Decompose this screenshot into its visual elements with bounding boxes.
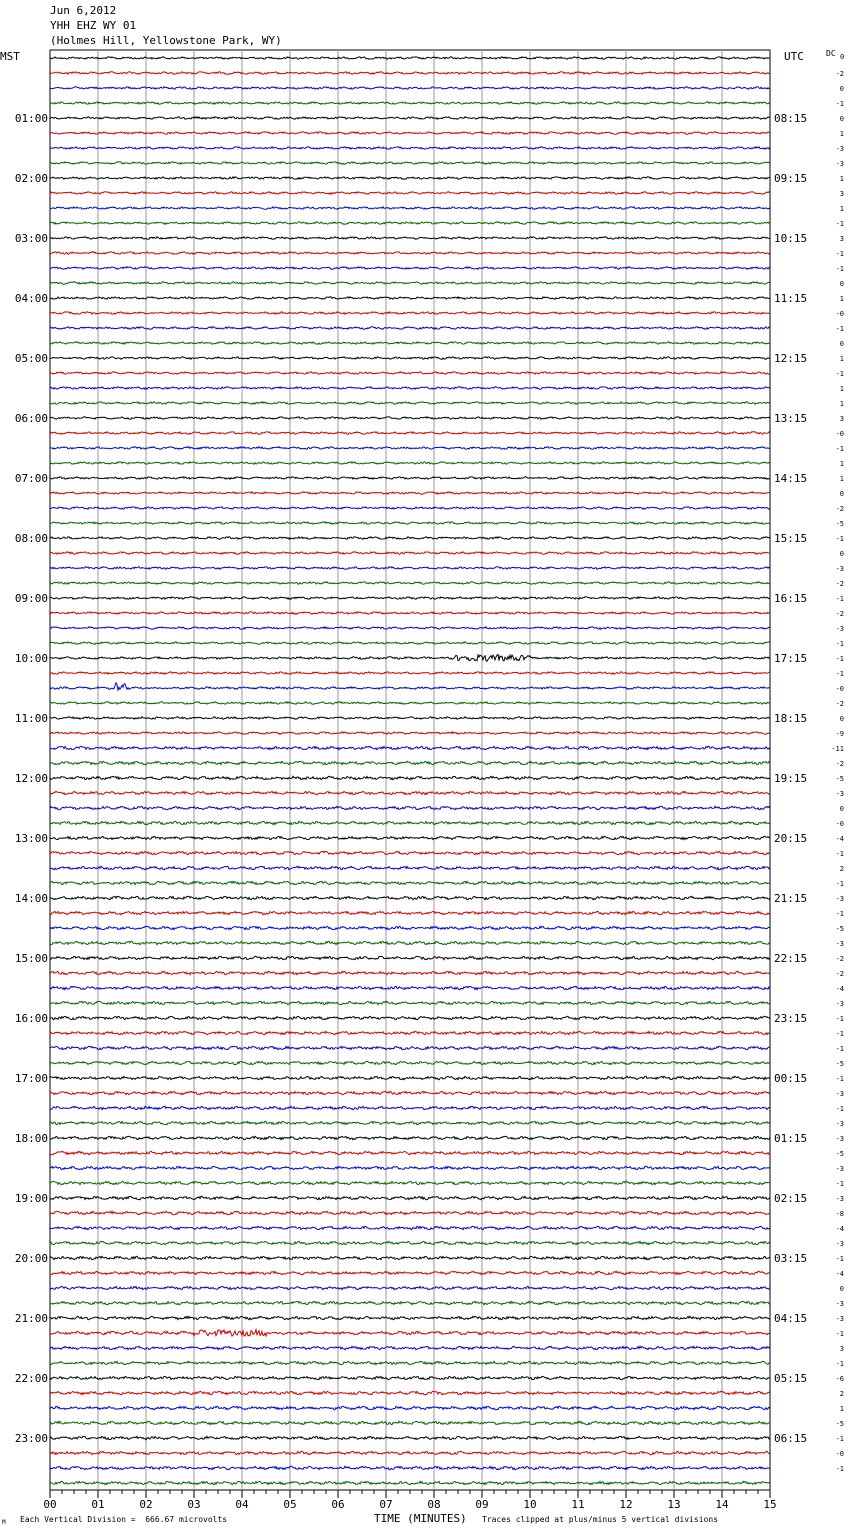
dc-offset-value: -1 — [835, 250, 844, 258]
seismic-trace — [50, 522, 770, 525]
seismic-trace — [50, 117, 770, 120]
dc-offset-value: -1 — [835, 1360, 844, 1368]
seismic-trace — [50, 1121, 770, 1124]
left-timezone-label: MST — [0, 50, 20, 63]
seismic-trace — [50, 372, 770, 375]
clip-note: Traces clipped at plus/minus 5 vertical divisions — [482, 1515, 719, 1524]
right-hour-label: 21:15 — [774, 892, 808, 905]
dc-offset-value: -3 — [835, 1195, 844, 1203]
seismic-trace — [50, 1016, 770, 1019]
x-tick-label: 07 — [379, 1498, 393, 1511]
seismic-trace — [50, 297, 770, 300]
dc-offset-value: -3 — [835, 565, 844, 573]
seismic-trace — [50, 507, 770, 510]
seismic-trace — [50, 791, 770, 794]
left-hour-label: 12:00 — [14, 772, 48, 785]
dc-offset-value: 0 — [839, 340, 844, 348]
seismic-trace — [50, 1361, 770, 1364]
dc-offset-value: -1 — [835, 100, 844, 108]
right-hour-label: 10:15 — [774, 232, 808, 245]
dc-offset-value: 0 — [839, 550, 844, 558]
seismic-trace — [50, 1031, 770, 1034]
dc-offset-value: 1 — [839, 460, 844, 468]
dc-offset-value: -1 — [835, 1255, 844, 1263]
x-tick-label: 11 — [571, 1498, 585, 1511]
seismic-trace — [50, 683, 770, 690]
dc-offset-value: -1 — [835, 445, 844, 453]
right-hour-label: 08:15 — [774, 112, 808, 125]
seismic-trace — [50, 252, 770, 255]
dc-top-value: 0 — [840, 53, 845, 61]
dc-offset-value: 0 — [839, 715, 844, 723]
seismic-trace — [50, 222, 770, 225]
seismic-trace — [50, 881, 770, 884]
dc-offset-value: -3 — [835, 1300, 844, 1308]
seismic-trace — [50, 282, 770, 285]
left-hour-label: 20:00 — [14, 1252, 48, 1265]
seismic-trace — [50, 342, 770, 345]
dc-offset-value: -3 — [835, 145, 844, 153]
seismic-trace — [50, 447, 770, 450]
dc-offset-value: -2 — [835, 580, 844, 588]
seismic-trace — [50, 1391, 770, 1394]
dc-offset-value: -1 — [835, 265, 844, 273]
seismic-trace — [50, 552, 770, 555]
left-hour-label: 13:00 — [14, 832, 48, 845]
dc-offset-value: 0 — [839, 1285, 844, 1293]
dc-offset-value: 1 — [839, 295, 844, 303]
seismic-trace — [50, 1466, 770, 1469]
seismic-trace — [50, 312, 770, 315]
seismic-trace — [50, 357, 770, 360]
x-tick-label: 09 — [475, 1498, 489, 1511]
dc-offset-value: -4 — [835, 1270, 844, 1278]
dc-offset-value: -1 — [835, 1330, 844, 1338]
dc-offset-value: -6 — [835, 1375, 844, 1383]
right-hour-label: 05:15 — [774, 1372, 808, 1385]
right-hour-label: 02:15 — [774, 1192, 808, 1205]
dc-offset-value: -5 — [835, 1150, 844, 1158]
dc-offset-value: -4 — [835, 985, 844, 993]
seismic-trace — [50, 1421, 770, 1424]
dc-offset-value: -3 — [835, 1240, 844, 1248]
dc-offset-value: -5 — [835, 1420, 844, 1428]
dc-offset-value: -0 — [835, 430, 844, 438]
x-tick-label: 14 — [715, 1498, 729, 1511]
right-hour-label: 03:15 — [774, 1252, 808, 1265]
dc-offset-value: -3 — [835, 895, 844, 903]
seismic-trace — [50, 147, 770, 150]
x-tick-label: 00 — [43, 1498, 57, 1511]
seismic-trace — [50, 1256, 770, 1259]
scale-note: Each Vertical Division = 666.67 microvolts — [20, 1515, 228, 1524]
dc-offset-value: -5 — [835, 775, 844, 783]
seismic-trace — [50, 1061, 770, 1064]
dc-offset-value: -5 — [835, 1060, 844, 1068]
dc-offset-value: -3 — [835, 940, 844, 948]
seismic-trace — [50, 1346, 770, 1349]
left-hour-label: 02:00 — [14, 172, 48, 185]
seismic-trace — [50, 1316, 770, 1319]
seismic-trace — [50, 956, 770, 959]
seismic-trace — [50, 57, 770, 60]
seismic-trace — [50, 1196, 770, 1199]
x-tick-label: 03 — [187, 1498, 201, 1511]
dc-offset-value: 3 — [839, 235, 844, 243]
seismic-trace — [50, 192, 770, 195]
right-hour-label: 19:15 — [774, 772, 808, 785]
seismic-trace — [50, 432, 770, 435]
plot-date: Jun 6,2012 — [50, 4, 117, 17]
seismic-trace — [50, 1451, 770, 1454]
x-tick-label: 10 — [523, 1498, 537, 1511]
left-hour-label: 08:00 — [14, 532, 48, 545]
dc-offset-value: -5 — [835, 925, 844, 933]
seismic-trace — [50, 162, 770, 165]
seismic-trace — [50, 926, 770, 929]
seismic-trace — [50, 911, 770, 914]
dc-offset-value: -1 — [835, 640, 844, 648]
x-tick-label: 15 — [763, 1498, 777, 1511]
dc-offset-value: 2 — [839, 1390, 844, 1398]
left-hour-label: 03:00 — [14, 232, 48, 245]
corner-mark: M — [2, 1519, 6, 1526]
dc-offset-value: -0 — [835, 1450, 844, 1458]
left-hour-label: 10:00 — [14, 652, 48, 665]
seismic-trace — [50, 612, 770, 615]
seismic-trace — [50, 896, 770, 899]
dc-offset-value: -0 — [835, 685, 844, 693]
seismic-trace — [50, 237, 770, 240]
dc-offset-value: 1 — [839, 355, 844, 363]
x-axis-title: TIME (MINUTES) — [374, 1512, 467, 1525]
right-hour-label: 17:15 — [774, 652, 808, 665]
left-hour-label: 09:00 — [14, 592, 48, 605]
seismic-trace — [50, 327, 770, 330]
dc-offset-value: -1 — [835, 850, 844, 858]
seismic-trace — [50, 102, 770, 105]
dc-offset-value: -1 — [835, 1435, 844, 1443]
dc-offset-value: -3 — [835, 1165, 844, 1173]
dc-offset-value: -2 — [835, 700, 844, 708]
seismic-trace — [50, 655, 770, 662]
dc-offset-value: -3 — [835, 1120, 844, 1128]
seismic-trace — [50, 1241, 770, 1244]
dc-offset-value: -2 — [835, 70, 844, 78]
x-tick-label: 05 — [283, 1498, 297, 1511]
dc-offset-value: -1 — [835, 325, 844, 333]
seismic-trace — [50, 1286, 770, 1289]
seismic-trace — [50, 1376, 770, 1379]
seismic-trace — [50, 717, 770, 720]
left-hour-label: 05:00 — [14, 352, 48, 365]
left-hour-label: 06:00 — [14, 412, 48, 425]
dc-offset-value: 1 — [839, 385, 844, 393]
seismic-trace — [50, 1226, 770, 1229]
dc-offset-value: -2 — [835, 505, 844, 513]
dc-offset-value: -1 — [835, 535, 844, 543]
seismic-trace — [50, 776, 770, 779]
seismic-trace — [50, 986, 770, 989]
seismic-trace — [50, 627, 770, 630]
dc-offset-value: 0 — [839, 490, 844, 498]
seismic-trace — [50, 597, 770, 600]
dc-offset-value: -2 — [835, 955, 844, 963]
left-hour-label: 18:00 — [14, 1132, 48, 1145]
seismic-trace — [50, 1406, 770, 1409]
dc-offset-value: -3 — [835, 1135, 844, 1143]
dc-offset-value: 1 — [839, 1405, 844, 1413]
dc-offset-value: -2 — [835, 760, 844, 768]
seismic-trace — [50, 851, 770, 854]
seismic-trace — [50, 567, 770, 570]
left-hour-label: 01:00 — [14, 112, 48, 125]
right-hour-label: 06:15 — [774, 1432, 808, 1445]
right-hour-label: 01:15 — [774, 1132, 808, 1145]
dc-offset-value: 0 — [839, 280, 844, 288]
seismic-trace — [50, 267, 770, 270]
dc-offset-value: 2 — [839, 865, 844, 873]
right-timezone-label: UTC — [784, 50, 804, 63]
seismic-trace — [50, 1151, 770, 1154]
seismic-trace — [50, 1001, 770, 1004]
dc-offset-value: -1 — [835, 910, 844, 918]
seismic-trace — [50, 207, 770, 210]
right-hour-label: 22:15 — [774, 952, 808, 965]
seismic-trace — [50, 477, 770, 480]
seismic-trace — [50, 402, 770, 405]
dc-offset-value: -3 — [835, 1000, 844, 1008]
x-tick-label: 04 — [235, 1498, 249, 1511]
right-hour-label: 13:15 — [774, 412, 808, 425]
dc-offset-value: -3 — [835, 160, 844, 168]
dc-offset-value: -2 — [835, 610, 844, 618]
left-hour-label: 16:00 — [14, 1012, 48, 1025]
seismic-trace — [50, 177, 770, 180]
right-hour-label: 16:15 — [774, 592, 808, 605]
seismic-trace — [50, 1166, 770, 1169]
dc-column-label: DC — [826, 49, 836, 58]
left-hour-label: 04:00 — [14, 292, 48, 305]
dc-offset-value: -1 — [835, 1015, 844, 1023]
seismic-trace — [50, 1211, 770, 1214]
x-tick-label: 12 — [619, 1498, 633, 1511]
seismic-trace — [50, 582, 770, 585]
seismic-trace — [50, 746, 770, 749]
x-tick-label: 06 — [331, 1498, 345, 1511]
dc-offset-value: -0 — [835, 310, 844, 318]
right-hour-label: 11:15 — [774, 292, 808, 305]
station-code: YHH EHZ WY 01 — [50, 19, 137, 32]
right-hour-label: 09:15 — [774, 172, 808, 185]
seismic-trace — [50, 866, 770, 869]
right-hour-label: 15:15 — [774, 532, 808, 545]
seismic-trace — [50, 821, 770, 824]
dc-offset-value: 1 — [839, 175, 844, 183]
x-tick-label: 01 — [91, 1498, 105, 1511]
seismic-trace — [50, 87, 770, 90]
dc-offset-value: 3 — [839, 190, 844, 198]
dc-offset-value: -0 — [835, 820, 844, 828]
dc-offset-value: -3 — [835, 790, 844, 798]
dc-offset-value: 3 — [839, 415, 844, 423]
dc-offset-value: -5 — [835, 520, 844, 528]
x-tick-label: 08 — [427, 1498, 441, 1511]
right-hour-label: 18:15 — [774, 712, 808, 725]
dc-offset-value: -8 — [835, 1210, 844, 1218]
seismic-trace — [50, 1091, 770, 1094]
seismic-trace — [50, 537, 770, 540]
x-tick-label: 02 — [139, 1498, 153, 1511]
seismic-trace — [50, 1436, 770, 1439]
dc-offset-value: 0 — [839, 115, 844, 123]
left-hour-label: 23:00 — [14, 1432, 48, 1445]
dc-offset-value: 1 — [839, 130, 844, 138]
dc-offset-value: -1 — [835, 595, 844, 603]
right-hour-label: 00:15 — [774, 1072, 808, 1085]
right-hour-label: 20:15 — [774, 832, 808, 845]
dc-offset-value: 0 — [839, 85, 844, 93]
dc-offset-value: 0 — [839, 805, 844, 813]
seismic-trace — [50, 1106, 770, 1109]
dc-offset-value: -1 — [835, 1030, 844, 1038]
seismic-trace — [50, 1481, 770, 1484]
seismic-trace — [50, 387, 770, 390]
dc-offset-value: -1 — [835, 655, 844, 663]
dc-offset-value: -11 — [831, 745, 844, 753]
seismic-trace — [50, 642, 770, 645]
dc-offset-value: -2 — [835, 970, 844, 978]
left-hour-label: 22:00 — [14, 1372, 48, 1385]
seismic-trace — [50, 732, 770, 735]
dc-offset-value: -1 — [835, 1180, 844, 1188]
seismic-trace — [50, 806, 770, 809]
dc-offset-value: -4 — [835, 835, 844, 843]
seismic-trace — [50, 1330, 770, 1336]
dc-offset-value: -1 — [835, 220, 844, 228]
seismic-trace — [50, 971, 770, 974]
seismic-trace — [50, 1181, 770, 1184]
seismic-trace — [50, 941, 770, 944]
seismic-trace — [50, 1046, 770, 1049]
left-hour-label: 07:00 — [14, 472, 48, 485]
dc-offset-value: -9 — [835, 730, 844, 738]
right-hour-label: 12:15 — [774, 352, 808, 365]
seismic-trace — [50, 417, 770, 420]
left-hour-label: 17:00 — [14, 1072, 48, 1085]
seismic-trace — [50, 836, 770, 839]
dc-offset-value: 1 — [839, 475, 844, 483]
seismic-trace — [50, 672, 770, 675]
dc-offset-value: -1 — [835, 370, 844, 378]
seismic-trace — [50, 1301, 770, 1304]
dc-offset-value: -3 — [835, 1315, 844, 1323]
dc-offset-value: -1 — [835, 670, 844, 678]
x-tick-label: 13 — [667, 1498, 681, 1511]
seismic-trace — [50, 761, 770, 764]
dc-offset-value: -1 — [835, 1465, 844, 1473]
right-hour-label: 14:15 — [774, 472, 808, 485]
left-hour-label: 14:00 — [14, 892, 48, 905]
dc-offset-value: 1 — [839, 205, 844, 213]
dc-offset-value: 1 — [839, 400, 844, 408]
dc-offset-value: -1 — [835, 1075, 844, 1083]
dc-offset-value: -1 — [835, 880, 844, 888]
seismic-trace — [50, 132, 770, 135]
dc-offset-value: -3 — [835, 1090, 844, 1098]
seismic-trace — [50, 1076, 770, 1079]
seismic-trace — [50, 462, 770, 465]
seismic-trace — [50, 1136, 770, 1139]
left-hour-label: 11:00 — [14, 712, 48, 725]
right-hour-label: 23:15 — [774, 1012, 808, 1025]
seismic-trace — [50, 72, 770, 75]
seismic-trace — [50, 1271, 770, 1274]
station-location: (Holmes Hill, Yellowstone Park, WY) — [50, 34, 282, 47]
left-hour-label: 19:00 — [14, 1192, 48, 1205]
left-hour-label: 21:00 — [14, 1312, 48, 1325]
dc-offset-value: 3 — [839, 1345, 844, 1353]
seismic-trace — [50, 492, 770, 495]
dc-offset-value: -3 — [835, 625, 844, 633]
dc-offset-value: -1 — [835, 1045, 844, 1053]
left-hour-label: 15:00 — [14, 952, 48, 965]
dc-offset-value: -4 — [835, 1225, 844, 1233]
dc-offset-value: -1 — [835, 1105, 844, 1113]
right-hour-label: 04:15 — [774, 1312, 808, 1325]
seismic-trace — [50, 702, 770, 705]
